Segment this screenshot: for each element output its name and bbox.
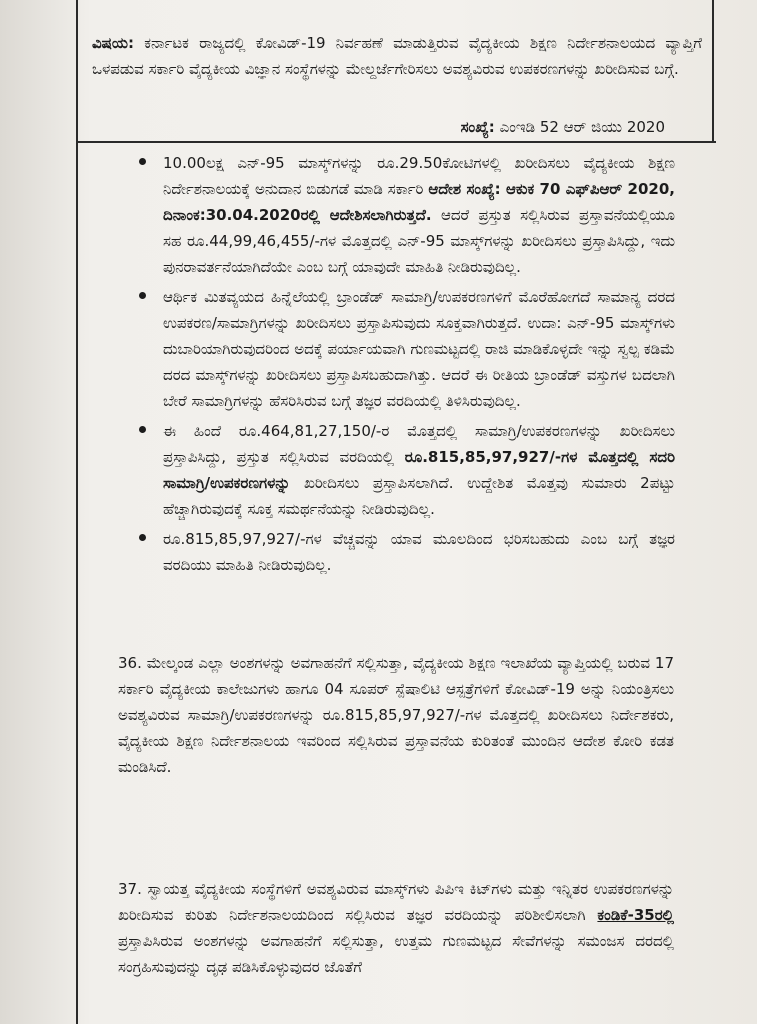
paragraph-36	[118, 650, 674, 780]
subject-box-divider	[76, 141, 716, 143]
right-margin-rule	[712, 0, 714, 143]
paragraph-text: ಸ್ವಾಯತ್ತ ವೈದ್ಯಕೀಯ ಸಂಸ್ಥೆಗಳಿಗೆ ಅವಶ್ಯವಿರುವ ಮಾಸ್ಕ್‌ಗಳು ಪಿಪಿಇ ಕಿಟ್‌ಗಳು ಮತ್ತು ಇನ್ನಿತರ ಉಪಕರಣಗಳನ್ನು ಖರೀದಿಸುವ ಕುರಿತು ನಿರ್ದೇಶನಾಲಯದಿಂದ ಸಲ್ಲಿಸಿರುವ ತಜ್ಞರ ವರದಿಯನ್ನು ಪರಿಶೀಲಿಸಲಾಗಿ	[118, 880, 674, 924]
bullet-icon	[139, 292, 146, 299]
paragraph-37	[118, 876, 674, 980]
list-item	[135, 150, 675, 280]
subject-text: ಕರ್ನಾಟಕ ರಾಜ್ಯದಲ್ಲಿ ಕೋವಿಡ್-19 ನಿರ್ವಹಣೆ ಮಾಡುತ್ತಿರುವ ವೈದ್ಯಕೀಯ ಶಿಕ್ಷಣ ನಿರ್ದೇಶನಾಲಯದ ವ್ಯಾಪ್ತಿಗೆ ಒಳಪಡುವ ಸರ್ಕಾರಿ ವೈದ್ಯಕೀಯ ವಿಜ್ಞಾನ ಸಂಸ್ಥೆಗಳನ್ನು ಮೇಲ್ದರ್ಜೆಗೇರಿಸಲು ಅವಶ್ಯವಿರುವ ಉಪಕರಣಗಳನ್ನು ಖರೀದಿಸುವ ಬಗ್ಗೆ.	[92, 34, 702, 78]
list-item-text: ಆದರೆ ಪ್ರಸ್ತುತ ಸಲ್ಲಿಸಿರುವ ಪ್ರಸ್ತಾವನೆಯಲ್ಲಿಯೂ ಸಹ ರೂ.44,99,46,455/-ಗಳ ಮೊತ್ತದಲ್ಲಿ ಎನ್-95 ಮಾಸ್ಕ್‌ಗಳನ್ನು ಖರೀದಿಸಲು ಪ್ರಸ್ತಾಪಿಸಿದ್ದು, ಇದು ಪುನರಾವರ್ತನೆಯಾಗಿದೆಯೇ ಎಂಬ ಬಗ್ಗೆ ಯಾವುದೇ ಮಾಹಿತಿ ನೀಡಿರುವುದಿಲ್ಲ.	[163, 206, 675, 276]
left-margin-rule	[76, 0, 78, 1024]
reference-value: ಎಂಇಡಿ 52 ಆರ್ ಜಿಯು 2020	[499, 118, 665, 136]
paragraph-reference: ಕಂಡಿಕೆ-35ರಲ್ಲಿ	[597, 906, 674, 924]
list-item	[135, 418, 675, 522]
list-item-text: ಈ ಹಿಂದೆ ರೂ.464,81,27,150/-ರ ಮೊತ್ತದಲ್ಲಿ ಸಾಮಾಗ್ರಿ/ಉಪಕರಣಗಳನ್ನು ಖರೀದಿಸಲು ಪ್ರಸ್ತಾಪಿಸಿದ್ದು, ಪ್ರಸ್ತುತ ಸಲ್ಲಿಸಿರುವ ವರದಿಯಲ್ಲಿ	[163, 422, 675, 466]
list-item-text: ರೂ.815,85,97,927/-ಗಳ ವೆಚ್ಚವನ್ನು ಯಾವ ಮೂಲದಿಂದ ಭರಿಸಬಹುದು ಎಂಬ ಬಗ್ಗೆ ತಜ್ಞರ ವರದಿಯು ಮಾಹಿತಿ ನೀಡಿರುವುದಿಲ್ಲ.	[163, 530, 675, 574]
list-item	[135, 284, 675, 414]
list-item-text: ಖರೀದಿಸಲು ಪ್ರಸ್ತಾಪಿಸಲಾಗಿದೆ. ಉದ್ದೇಶಿತ ಮೊತ್ತವು ಸುಮಾರು 2ಪಟ್ಟು ಹೆಚ್ಚಾಗಿರುವುದಕ್ಕೆ ಸೂಕ್ತ ಸಮರ್ಥನೆಯನ್ನು ನೀಡಿರುವುದಿಲ್ಲ.	[163, 474, 675, 518]
list-item-emphasis: ರೂ.815,85,97,927/-ಗಳ ಮೊತ್ತದಲ್ಲಿ ಸದರಿ ಸಾಮಾಗ್ರಿ/ಉಪಕರಣಗಳನ್ನು	[163, 448, 675, 492]
paragraph-text: ಪ್ರಸ್ತಾಪಿಸಿರುವ ಅಂಶಗಳನ್ನು ಅವಗಾಹನೆಗೆ ಸಲ್ಲಿಸುತ್ತಾ, ಉತ್ತಮ ಗುಣಮಟ್ಟದ ಸೇವೆಗಳನ್ನು ಸಮಂಜಸ ದರದಲ್ಲಿ ಸಂಗ್ರಹಿಸುವುದನ್ನು ದೃಢ ಪಡಿಸಿಕೊಳ್ಳುವುದರ ಜೊತೆಗೆ	[118, 932, 674, 976]
subject-line	[92, 30, 702, 82]
reference-number	[461, 118, 665, 136]
observation-list	[135, 150, 675, 582]
paragraph-number: 37.	[118, 880, 142, 898]
bullet-icon	[139, 426, 146, 433]
bullet-icon	[139, 534, 146, 541]
list-item-emphasis: ಆದೇಶ ಸಂಖ್ಯೆ: ಆಕುಕ 70 ಎಫ್‌ಪಿಆರ್ 2020, ದಿನಾಂಕ:30.04.2020ರಲ್ಲಿ ಆದೇಶಿಸಲಾಗಿರುತ್ತದೆ.	[163, 180, 676, 224]
paragraph-number: 36.	[118, 654, 142, 672]
subject-label: ವಿಷಯ:	[92, 34, 134, 52]
bullet-icon	[139, 158, 146, 165]
list-item	[135, 526, 675, 578]
list-item-text: 10.00ಲಕ್ಷ ಎನ್-95 ಮಾಸ್ಕ್‌ಗಳನ್ನು ರೂ.29.50ಕೋಟಿಗಳಲ್ಲಿ ಖರೀದಿಸಲು ವೈದ್ಯಕೀಯ ಶಿಕ್ಷಣ ನಿರ್ದೇಶನಾಲಯಕ್ಕೆ ಅನುದಾನ ಬಿಡುಗಡೆ ಮಾಡಿ ಸರ್ಕಾರಿ	[163, 154, 675, 198]
list-item-text: ಆರ್ಥಿಕ ಮಿತವ್ಯಯದ ಹಿನ್ನೆಲೆಯಲ್ಲಿ ಬ್ರಾಂಡೆಡ್ ಸಾಮಾಗ್ರಿ/ಉಪಕರಣಗಳಿಗೆ ಮೊರೆಹೋಗದೆ ಸಾಮಾನ್ಯ ದರದ ಉಪಕರಣ/ಸಾಮಾಗ್ರಿಗಳನ್ನು ಖರೀದಿಸಲು ಪ್ರಸ್ತಾಪಿಸುವುದು ಸೂಕ್ತವಾಗಿರುತ್ತದೆ. ಉದಾ: ಎನ್-95 ಮಾಸ್ಕ್‌ಗಳು ದುಬಾರಿಯಾಗಿರುವುದರಿಂದ ಅದಕ್ಕೆ ಪರ್ಯಾಯವಾಗಿ ಗುಣಮಟ್ಟದಲ್ಲಿ ರಾಜಿ ಮಾಡಿಕೊಳ್ಳದೇ ಇನ್ನು ಸ್ವಲ್ಪ ಕಡಿಮೆ ದರದ ಮಾಸ್ಕ್‌ಗಳನ್ನು ಖರೀದಿಸಲು ಪ್ರಸ್ತಾಪಿಸಬಹುದಾಗಿತ್ತು. ಆದರೆ ಈ ರೀತಿಯ ಬ್ರಾಂಡೆಡ್ ವಸ್ತುಗಳ ಬದಲಾಗಿ ಬೇರೆ ಸಾಮಾಗ್ರಿಗಳನ್ನು ಹೆಸರಿಸಿರುವ ಬಗ್ಗೆ ತಜ್ಞರ ವರದಿಯಲ್ಲಿ ತಿಳಿಸಿರುವುದಿಲ್ಲ.	[163, 288, 675, 410]
reference-label: ಸಂಖ್ಯೆ:	[460, 118, 495, 136]
paragraph-text: ಮೇಲ್ಕಂಡ ಎಲ್ಲಾ ಅಂಶಗಳನ್ನು ಅವಗಾಹನೆಗೆ ಸಲ್ಲಿಸುತ್ತಾ, ವೈದ್ಯಕೀಯ ಶಿಕ್ಷಣ ಇಲಾಖೆಯ ವ್ಯಾಪ್ತಿಯಲ್ಲಿ ಬರುವ 17 ಸರ್ಕಾರಿ ವೈದ್ಯಕೀಯ ಕಾಲೇಜುಗಳು ಹಾಗೂ 04 ಸೂಪರ್ ಸ್ಪೆಷಾಲಿಟಿ ಆಸ್ಪತ್ರೆಗಳಿಗೆ ಕೋವಿಡ್-19 ಅನ್ನು ನಿಯಂತ್ರಿಸಲು ಅವಶ್ಯವಿರುವ ಸಾಮಾಗ್ರಿ/ಉಪಕರಣಗಳನ್ನು ರೂ.815,85,97,927/-ಗಳ ಮೊತ್ತದಲ್ಲಿ ಖರೀದಿಸಲು ನಿರ್ದೇಶಕರು, ವೈದ್ಯಕೀಯ ಶಿಕ್ಷಣ ನಿರ್ದೇಶನಾಲಯ ಇವರಿಂದ ಸಲ್ಲಿಸಿರುವ ಪ್ರಸ್ತಾವನೆಯ ಕುರಿತಂತೆ ಮುಂದಿನ ಆದೇಶ ಕೋರಿ ಕಡತ ಮಂಡಿಸಿದೆ.	[118, 654, 674, 776]
